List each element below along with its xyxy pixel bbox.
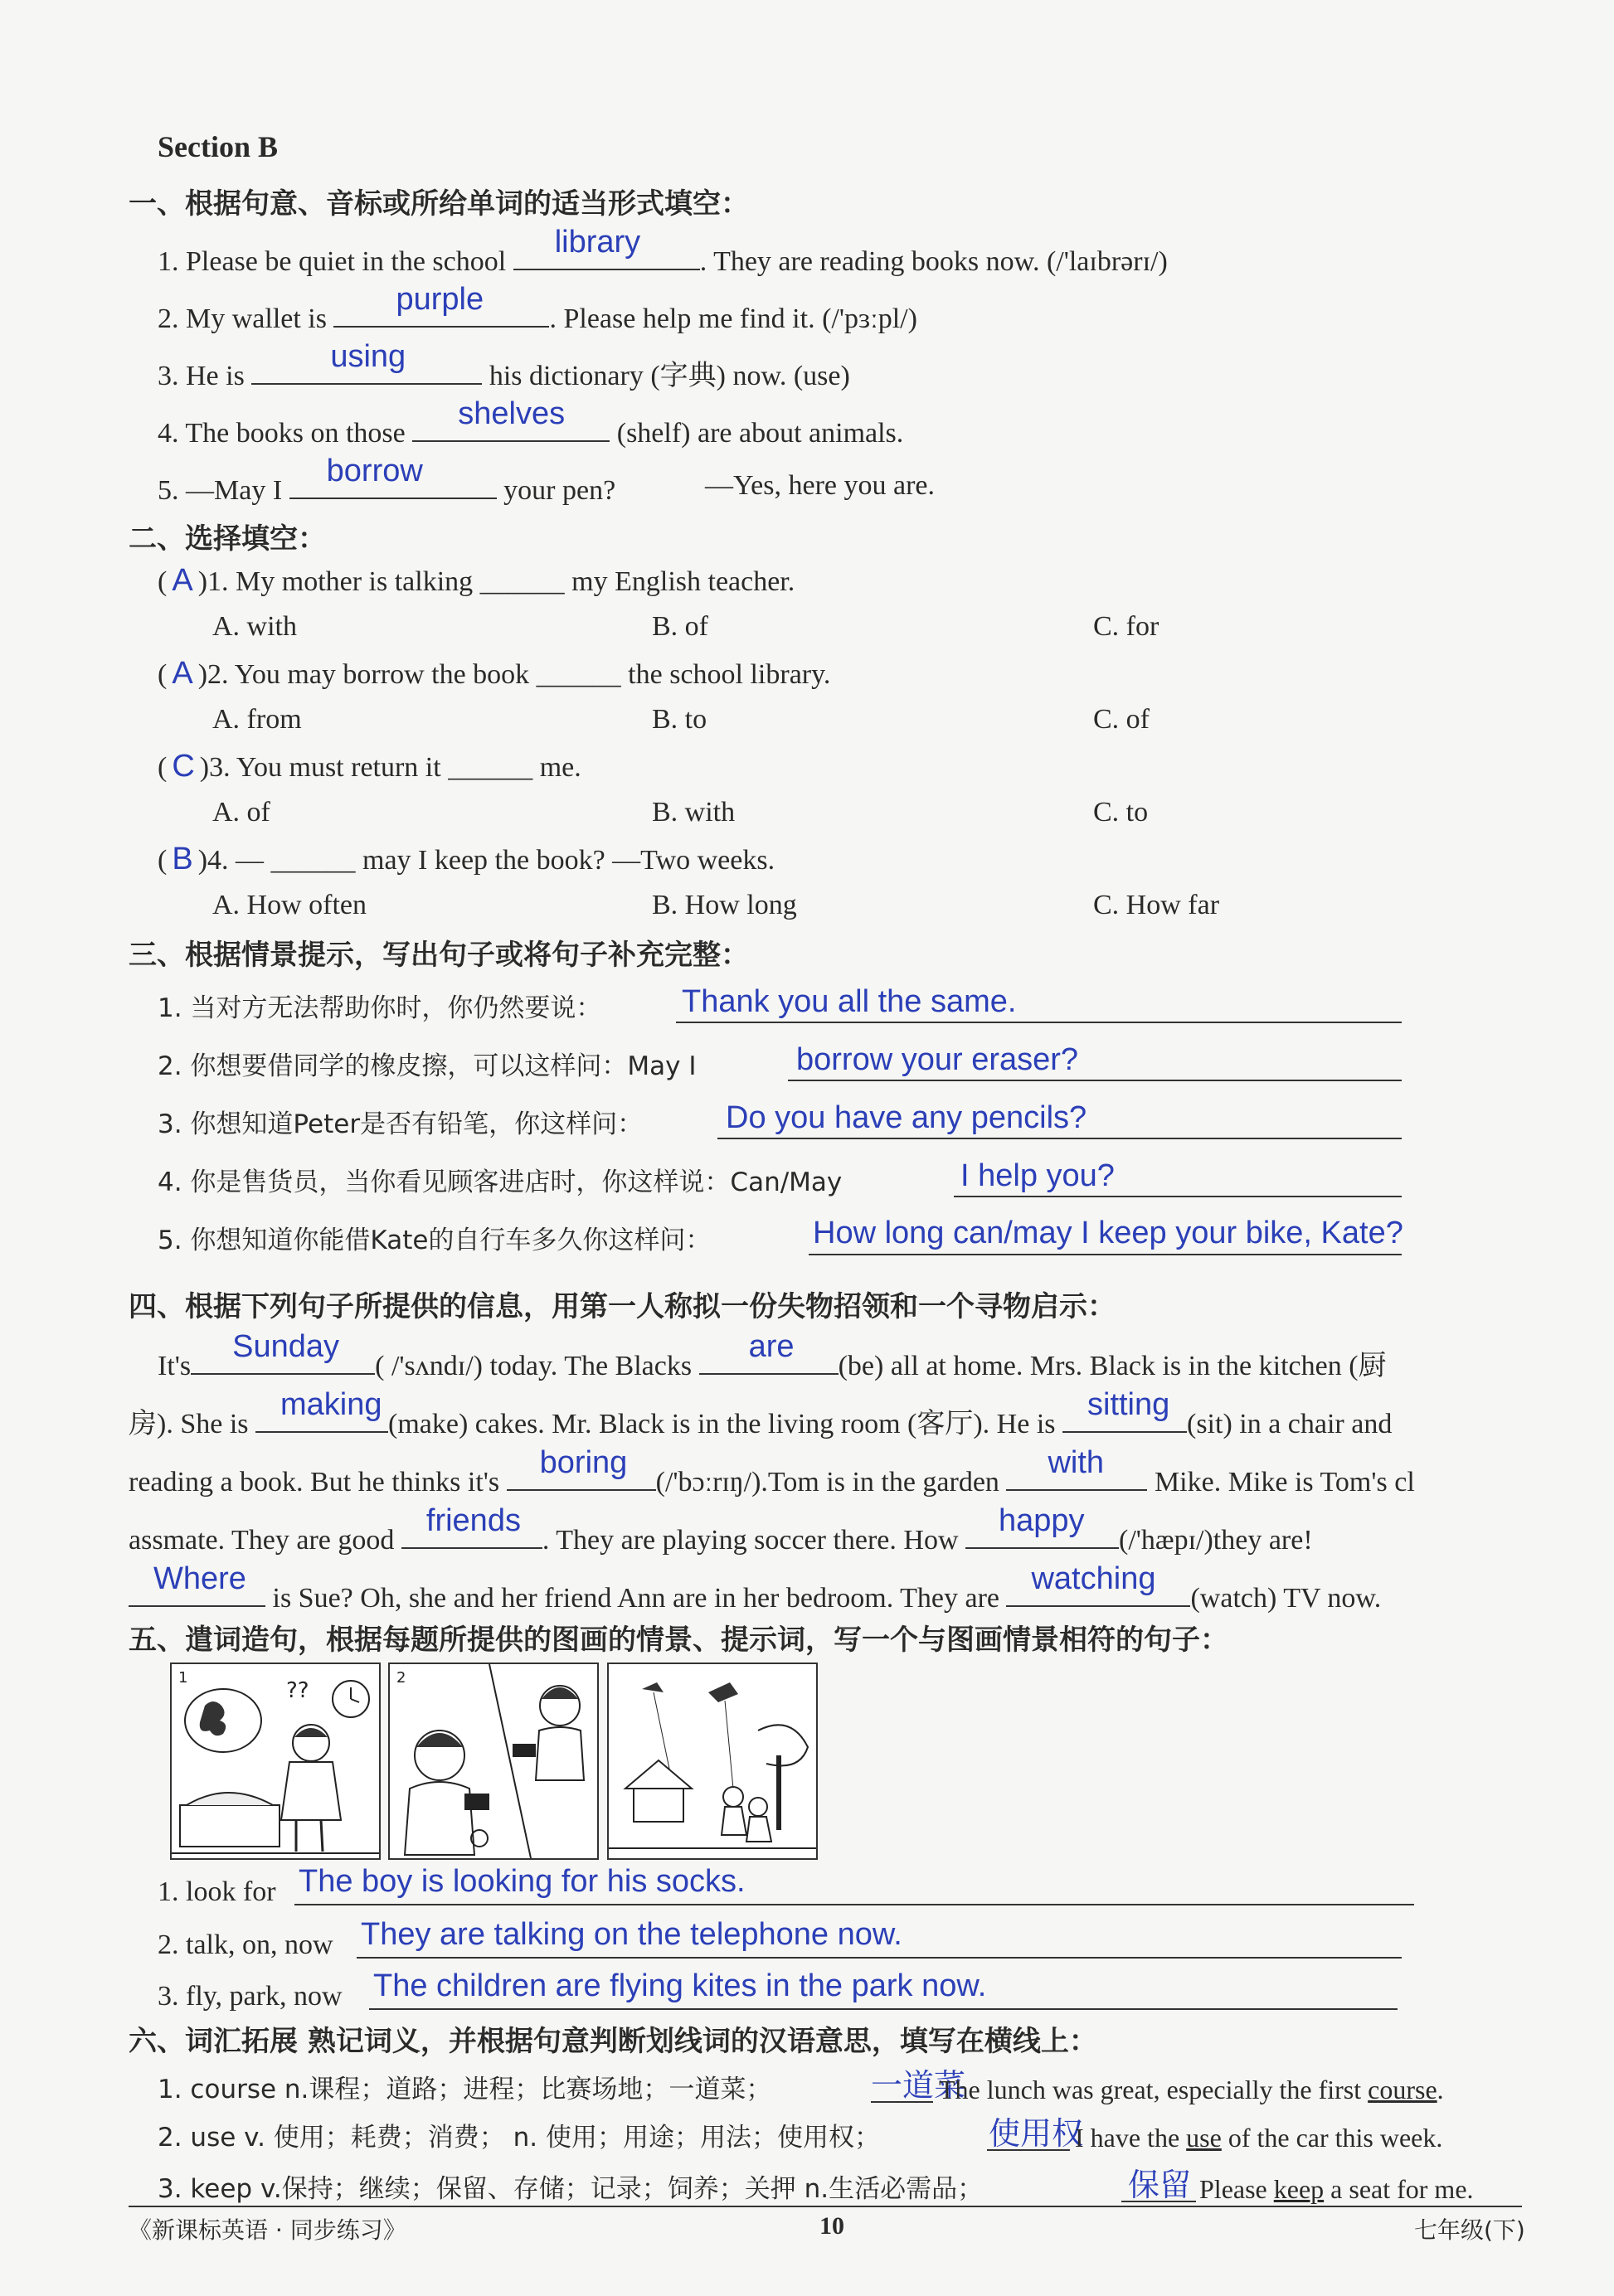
p2-q1-opt-a: A. with — [212, 611, 297, 642]
p5-a3: The children are flying kites in the park now. — [373, 1968, 987, 2003]
p4-line1 — [158, 1329, 1387, 1383]
p2-q2-opt-a: A. from — [212, 704, 302, 735]
p2-q3-stem-row: ( C )3. You must return it ______ me. — [158, 749, 581, 784]
p5-a2: They are talking on the telephone now. — [361, 1917, 902, 1952]
picture-1-question-marks: ?? — [286, 1678, 309, 1703]
p6-q1: 1. course n.课程；道路；进程；比赛场地；一道菜； — [158, 2075, 772, 2104]
p2-q1-opt-c: C. for — [1093, 611, 1159, 642]
part6-heading: 六、词汇拓展 熟记词义，并根据句意判断划线词的汉语意思，填写在横线上： — [129, 2025, 1097, 2058]
p5-a1: The boy is looking for his socks. — [299, 1864, 746, 1899]
p2-q4-opt-b: B. How long — [652, 890, 797, 920]
p4-l4-c: (/'hæpɪ/)they are! — [1119, 1525, 1313, 1556]
p3-a5-line — [809, 1254, 1402, 1255]
part2-heading: 二、选择填空： — [129, 522, 326, 556]
part4-heading: 四、根据下列句子所提供的信息，用第一人称拟一份失物招领和一个寻物启示： — [129, 1290, 1116, 1323]
p1-q2-answer: purple — [396, 282, 484, 317]
picture-1-boy-looking-for-socks — [170, 1663, 381, 1860]
p2-q1-stem-row: ( A )1. My mother is talking ______ my English teacher. — [158, 563, 795, 598]
footer-page-number: 10 — [819, 2212, 844, 2240]
p3-q4: 4. 你是售货员，当你看见顾客进店时，你这样说：Can/May — [158, 1167, 843, 1197]
p4-l3-blank1 — [507, 1445, 656, 1491]
p4-l5-c: (watch) TV now. — [1190, 1583, 1382, 1614]
p4-l2-c: (sit) in a chair and — [1187, 1409, 1393, 1439]
p4-line4 — [129, 1503, 1313, 1557]
p4-l5-ans1: Where — [153, 1561, 246, 1596]
p2-q2-stem-row: ( A )2. You may borrow the book ______ the school library. — [158, 656, 831, 691]
p4-line5 — [129, 1561, 1382, 1615]
p6-s3-a: Please — [1199, 2174, 1274, 2204]
p6-s2-underlined: use — [1186, 2123, 1222, 2153]
p4-l5-ans2: watching — [1031, 1561, 1156, 1596]
p1-q1 — [158, 225, 1168, 279]
p4-l4-ans1: friends — [425, 1503, 521, 1538]
p3-a3-line — [717, 1138, 1402, 1139]
p4-l4-a: assmate. They are good — [129, 1525, 395, 1556]
picture-2-talking-on-telephone — [388, 1663, 599, 1860]
p4-l2-ans1: making — [280, 1387, 382, 1422]
p5-q2: 2. talk, on, now — [158, 1930, 333, 1960]
p3-a1: Thank you all the same. — [682, 984, 1017, 1019]
p6-a2: 使用权 — [989, 2117, 1084, 2152]
p4-l1-c: (be) all at home. Mrs. Black is in the kitchen (厨 — [838, 1351, 1387, 1381]
p6-s3-underlined: keep — [1273, 2174, 1325, 2204]
picture-3-drawing — [609, 1664, 816, 1858]
p4-l2-b: (make) cakes. Mr. Black is in the living room (客厅). He is — [388, 1409, 1056, 1439]
p6-s3-b: a seat for me. — [1324, 2174, 1474, 2204]
p5-q1: 1. look for — [158, 1876, 276, 1907]
p2-q1-answer: A — [172, 563, 193, 598]
p6-s1-underlined: course — [1368, 2075, 1437, 2104]
p2-q4-answer: B — [172, 842, 193, 876]
p4-l3-ans1: boring — [539, 1445, 628, 1480]
section-title: Section B — [158, 130, 279, 163]
p4-l1-b: ( /'sʌndɪ/) today. The Blacks — [375, 1351, 693, 1381]
p2-q2-opt-c: C. of — [1093, 704, 1150, 735]
picture-3-flying-kites-in-park — [607, 1663, 818, 1860]
p2-q2-opt-b: B. to — [652, 704, 707, 735]
p1-q5-reply: —Yes, here you are. — [705, 470, 935, 501]
p1-q1-answer: library — [554, 225, 641, 260]
p4-l1-a: It's — [158, 1351, 192, 1381]
p1-q5-answer: borrow — [326, 454, 423, 488]
p3-q1: 1. 当对方无法帮助你时，你仍然要说： — [158, 993, 602, 1023]
p4-l1-ans1: Sunday — [232, 1329, 340, 1364]
picture-2-number: 2 — [396, 1669, 406, 1687]
p2-q1-opt-b: B. of — [652, 611, 708, 642]
p1-q4-pre: 4. The books on those — [158, 418, 406, 449]
p4-l2-blank1 — [255, 1387, 388, 1433]
p2-q3-opt-a: A. of — [212, 797, 270, 828]
p4-l1-blank1 — [191, 1329, 375, 1375]
footer-grade: 七年级(下) — [1414, 2216, 1525, 2244]
p4-l5-blank2 — [1006, 1561, 1190, 1607]
p2-q3-opt-b: B. with — [652, 797, 736, 828]
p6-q2: 2. use v. 使用；耗费；消费； n. 使用；用途；用法；使用权； — [158, 2123, 881, 2153]
p4-l4-blank2 — [965, 1503, 1119, 1549]
p4-line3 — [129, 1445, 1415, 1499]
p4-l1-blank2 — [699, 1329, 839, 1375]
p6-s1 — [939, 2073, 1444, 2106]
p4-l5-b: is Sue? Oh, she and her friend Ann are in her bedroom. They are — [272, 1583, 999, 1614]
p4-l2-blank2 — [1062, 1387, 1187, 1433]
p2-q4-stem-row: ( B )4. — ______ may I keep the book? —Two weeks. — [158, 842, 775, 876]
p4-l2-ans2: sitting — [1087, 1387, 1170, 1422]
p6-a1: 一道菜 — [871, 2069, 966, 2104]
p4-l3-c: Mike. Mike is Tom's cl — [1154, 1467, 1415, 1497]
p3-q2: 2. 你想要借同学的橡皮擦，可以这样问：May I — [158, 1051, 697, 1081]
p4-line2 — [129, 1387, 1393, 1441]
p1-q5-pre: 5. —May I — [158, 475, 283, 506]
p5-a3-line — [369, 2008, 1398, 2010]
p4-l3-ans2: with — [1048, 1445, 1105, 1480]
p1-q4-answer: shelves — [458, 396, 566, 431]
p6-s2 — [1075, 2121, 1442, 2154]
p2-q2-stem: )2. You may borrow the book ______ the school library. — [197, 659, 831, 690]
p2-q3-stem: )3. You must return it ______ me. — [199, 752, 581, 783]
p1-q3-blank — [251, 339, 482, 385]
p3-a3: Do you have any pencils? — [726, 1100, 1087, 1135]
footer-book-title: 《新课标英语 · 同步练习》 — [129, 2216, 406, 2244]
p1-q1-blank — [513, 225, 700, 270]
picture-1-number: 1 — [178, 1669, 188, 1687]
p1-q5-blank — [289, 454, 497, 499]
p1-q3 — [158, 339, 850, 393]
p1-q2-pre: 2. My wallet is — [158, 303, 327, 334]
p2-q3-opt-c: C. to — [1093, 797, 1149, 828]
footer-rule — [129, 2206, 1522, 2207]
p2-q3-answer: C — [172, 749, 195, 784]
p6-a3: 保留 — [1128, 2168, 1192, 2203]
p1-q4-post: (shelf) are about animals. — [616, 418, 904, 449]
p3-a2-line — [788, 1080, 1402, 1081]
p1-q3-post: his dictionary (字典) now. (use) — [489, 361, 850, 391]
p4-l1-ans2: are — [748, 1329, 795, 1364]
picture-2-drawing — [390, 1664, 597, 1858]
p3-a1-line — [676, 1022, 1402, 1023]
p6-s1-a: The lunch was great, especially the first — [939, 2075, 1368, 2104]
p1-q1-post: . They are reading books now. (/'laɪbrərɪ/) — [699, 246, 1168, 277]
p3-a4: I help you? — [960, 1158, 1115, 1193]
p1-q2-blank — [333, 282, 549, 328]
p5-q3: 3. fly, park, now — [158, 1981, 343, 2012]
p1-q3-pre: 3. He is — [158, 361, 245, 391]
p6-q3: 3. keep v.保持；继续；保留、存储；记录；饲养；关押 n.生活必需品； — [158, 2174, 984, 2204]
p1-q2-post: . Please help me find it. (/'pɜːpl/) — [549, 303, 917, 334]
p1-q5 — [158, 454, 616, 507]
p1-q4-blank — [412, 396, 610, 442]
p1-q3-answer: using — [330, 339, 406, 374]
p4-l4-ans2: happy — [999, 1503, 1085, 1538]
p2-q1-stem: )1. My mother is talking ______ my English teacher. — [197, 566, 795, 597]
p4-l2-a: 房). She is — [129, 1409, 249, 1439]
picture-1-drawing — [172, 1664, 379, 1858]
p4-l4-blank1 — [401, 1503, 542, 1549]
part1-heading: 一、根据句意、音标或所给单词的适当形式填空： — [129, 187, 749, 221]
part5-heading: 五、遣词造句，根据每题所提供的图画的情景、提示词，写一个与图画情景相符的句子： — [129, 1624, 1228, 1657]
p2-q4-opt-c: C. How far — [1093, 890, 1220, 920]
p3-q3: 3. 你想知道Peter是否有铅笔，你这样问： — [158, 1109, 644, 1139]
p3-a4-line — [954, 1196, 1402, 1197]
p4-l3-b: (/'bɔːrɪŋ/).Tom is in the garden — [655, 1467, 999, 1497]
p1-q5-post: your pen? — [503, 475, 616, 506]
p4-l3-blank2 — [1006, 1445, 1147, 1491]
part3-heading: 三、根据情景提示，写出句子或将句子补充完整： — [129, 939, 749, 972]
p5-a1-line — [294, 1904, 1414, 1905]
p2-q2-answer: A — [172, 656, 193, 691]
p6-s2-a: I have the — [1075, 2123, 1187, 2153]
p1-q1-pre: 1. Please be quiet in the school — [158, 246, 507, 277]
p4-l5-blank1 — [129, 1561, 265, 1607]
p6-s3 — [1199, 2172, 1474, 2206]
p3-a5: How long can/may I keep your bike, Kate? — [813, 1216, 1403, 1250]
p1-q4 — [158, 396, 904, 450]
p4-l4-b: . They are playing soccer there. How — [542, 1525, 959, 1556]
p3-a2: borrow your eraser? — [796, 1042, 1079, 1077]
p6-s1-b: . — [1437, 2075, 1444, 2104]
p1-q2 — [158, 282, 917, 336]
p2-q4-stem: )4. — ______ may I keep the book? —Two weeks. — [197, 845, 775, 876]
p2-q4-opt-a: A. How often — [212, 890, 367, 920]
p4-l3-a: reading a book. But he thinks it's — [129, 1467, 500, 1497]
p5-a2-line — [357, 1957, 1402, 1959]
p6-s2-b: of the car this week. — [1221, 2123, 1443, 2153]
p3-q5: 5. 你想知道你能借Kate的自行车多久你这样问： — [158, 1226, 712, 1255]
